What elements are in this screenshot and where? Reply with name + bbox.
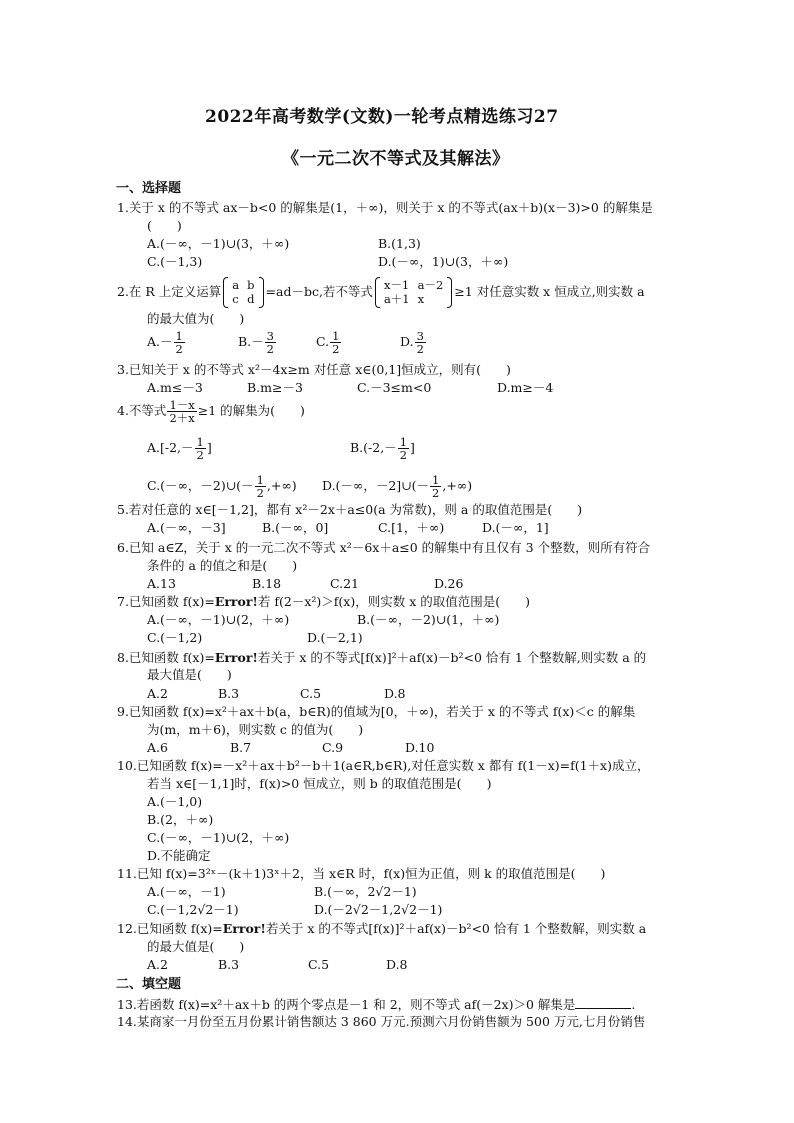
q3-option-a: A.m≤－3	[147, 380, 203, 395]
q8-stem-cont: 最大值是( )	[147, 667, 232, 682]
q2-stem-cont: 的最大值为( )	[147, 311, 245, 326]
q10-stem-cont: 若当 x∈[－1,1]时，f(x)>0 恒成立，则 b 的取值范围是( )	[147, 776, 492, 791]
q12-stem-cont: 的最大值是( )	[147, 939, 245, 954]
q5-stem: 5.若对任意的 x∈[－1,2]，都有 x²－2x＋a≤0(a 为常数)，则 a 的取值范围是( )	[117, 502, 583, 517]
q1-stem: 1.关于 x 的不等式 ax－b<0 的解集是(1，＋∞)，则关于 x 的不等式(ax＋b)(x－3)>0 的解集是	[117, 200, 653, 215]
q1-stem-cont: ( )	[147, 218, 182, 233]
q7-option-d: D.(－2,1)	[307, 630, 363, 645]
q3-stem: 3.已知关于 x 的不等式 x²－4x≥m 对任意 x∈(0,1]恒成立，则有( )	[117, 362, 511, 377]
q12-option-c: C.5	[308, 957, 330, 972]
q8-option-b: B.3	[218, 686, 240, 701]
section-fill-heading: 二、填空题	[116, 977, 182, 992]
q3-option-b: B.m≥－3	[247, 380, 303, 395]
q4-option-d: D.(－∞，－2]∪(－ $\frac{1}{2}$ ,+∞)	[322, 473, 473, 501]
q10-option-d: D.不能确定	[147, 848, 211, 863]
q2-stem-post: ≥1 对任意实数 x 恒成立,则实数 a	[454, 284, 645, 300]
q11-option-a: A.(－∞，－1)	[147, 884, 226, 899]
q7-stem: 7.已知函数 f(x)=Error!若 f(2－x²)＞f(x)，则实数 x 的取值范围是( )	[117, 594, 530, 609]
q9-stem: 9.已知函数 f(x)=x²＋ax＋b(a，b∈R)的值域为[0，＋∞)，若关于 x 的不等式 f(x)＜c 的解集	[117, 704, 636, 719]
q4-option-b: B.(-2,－ $\frac{1}{2}$ ]	[350, 435, 415, 463]
q2-matrix-inequality: x－1 a－2 a＋1 x	[375, 278, 452, 307]
q9-option-d: D.10	[405, 740, 435, 755]
q7-option-b: B.(－∞，－2)∪(1，＋∞)	[357, 612, 500, 627]
q10-stem: 10.已知函数 f(x)=－x²＋ax＋b²－b＋1(a∈R,b∈R),对任意实数 x 都有 f(1－x)=f(1＋x)成立，	[117, 758, 650, 773]
q2-stem-mid: =ad－bc,若不等式	[265, 284, 373, 300]
q11-option-d: D.(－2√2－1,2√2－1)	[314, 902, 443, 917]
q13-answer-blank[interactable]	[575, 997, 631, 1009]
q6-stem-cont: 条件的 a 的值之和是( )	[147, 558, 298, 573]
q8-option-c: C.5	[300, 686, 322, 701]
section-choice-heading: 一、选择题	[116, 181, 182, 196]
q13-stem: 13.若函数 f(x)=x²＋ax＋b 的两个零点是－1 和 2，则不等式 af(－2x)＞0 解集是 .	[117, 997, 636, 1012]
q5-option-a: A.(－∞，－3]	[147, 520, 226, 535]
q2-stem	[117, 278, 645, 307]
q5-option-d: D.(－∞，1]	[482, 520, 549, 535]
q12-option-d: D.8	[386, 957, 408, 972]
q2-stem-pre: 2.在 R 上定义运算	[117, 284, 222, 300]
q14-stem: 14.某商家一月份至五月份累计销售额达 3 860 万元.预测六月份销售额为 500 万元,七月份销售	[117, 1014, 646, 1029]
q9-option-a: A.6	[147, 740, 168, 755]
q11-option-b: B.(－∞，2√2－1)	[314, 884, 417, 899]
q2-option-d: D. $\frac{3}{2}$	[400, 329, 424, 357]
q5-option-c: C.[1，＋∞)	[378, 520, 445, 535]
q9-option-b: B.7	[230, 740, 252, 755]
q10-option-c: C.(－∞，－1)∪(2，＋∞)	[147, 830, 290, 845]
q6-option-c: C.21	[330, 576, 359, 591]
q6-stem: 6.已知 a∈Z，关于 x 的一元二次不等式 x²－6x＋a≤0 的解集中有且仅有 3 个整数，则所有符合	[117, 540, 651, 555]
q7-option-a: A.(－∞，－1)∪(2，＋∞)	[147, 612, 290, 627]
q4-option-c: C.(－∞，－2)∪(－ $\frac{1}{2}$ ,+∞)	[147, 473, 297, 501]
q3-option-c: C.－3≤m<0	[357, 380, 432, 395]
q12-option-a: A.2	[147, 957, 168, 972]
page-title: 2022年高考数学(文数)一轮考点精选练习27	[205, 107, 559, 127]
q7-error-mark: Error!	[214, 594, 258, 609]
q9-option-c: C.9	[322, 740, 344, 755]
q9-stem-cont: 为(m，m＋6)，则实数 c 的值为( )	[147, 722, 364, 737]
q8-error-mark: Error!	[214, 650, 258, 665]
q8-stem: 8.已知函数 f(x)=Error!若关于 x 的不等式[f(x)]²＋af(x)－b²<0 恰有 1 个整数解,则实数 a 的	[117, 650, 647, 665]
q6-option-d: D.26	[434, 576, 464, 591]
q1-option-d: D.(－∞，1)∪(3，＋∞)	[378, 254, 509, 269]
q6-option-a: A.13	[147, 576, 176, 591]
q11-stem: 11.已知 f(x)=3²ˣ－(k＋1)3ˣ＋2，当 x∈R 时，f(x)恒为正值，则 k 的取值范围是( )	[117, 866, 606, 881]
q2-option-a: A.－ $\frac{1}{2}$	[147, 329, 183, 357]
q4-option-a: A.[-2,－ $\frac{1}{2}$ ]	[147, 435, 212, 463]
q10-option-a: A.(－1,0)	[147, 794, 203, 809]
q10-option-b: B.(2，＋∞)	[147, 812, 214, 827]
q12-option-b: B.3	[218, 957, 240, 972]
q7-option-c: C.(－1,2)	[147, 630, 203, 645]
page-subtitle: 《一元二次不等式及其解法》	[282, 149, 510, 169]
q1-option-a: A.(－∞，－1)∪(3，＋∞)	[147, 236, 290, 251]
q2-option-c: C. $\frac{1}{2}$	[316, 329, 340, 357]
q8-option-d: D.8	[384, 686, 406, 701]
q6-option-b: B.18	[252, 576, 282, 591]
q5-option-b: B.(－∞，0]	[262, 520, 329, 535]
q12-error-mark: Error!	[222, 921, 266, 936]
q4-stem: 4.不等式 $\frac{1-x}{2+x}$ ≥1 的解集为( )	[117, 398, 305, 426]
q2-option-b: B.－ $\frac{3}{2}$	[238, 329, 274, 357]
q1-option-b: B.(1,3)	[378, 236, 421, 251]
q11-option-c: C.(－1,2√2－1)	[147, 902, 239, 917]
q3-option-d: D.m≥－4	[497, 380, 554, 395]
q12-stem: 12.已知函数 f(x)=Error!若关于 x 的不等式[f(x)]²＋af(x)－b²<0 恰有 1 个整数解，则实数 a	[117, 921, 647, 936]
q8-option-a: A.2	[147, 686, 168, 701]
q1-option-c: C.(－1,3)	[147, 254, 203, 269]
q2-matrix-definition: a b c d	[223, 278, 263, 307]
